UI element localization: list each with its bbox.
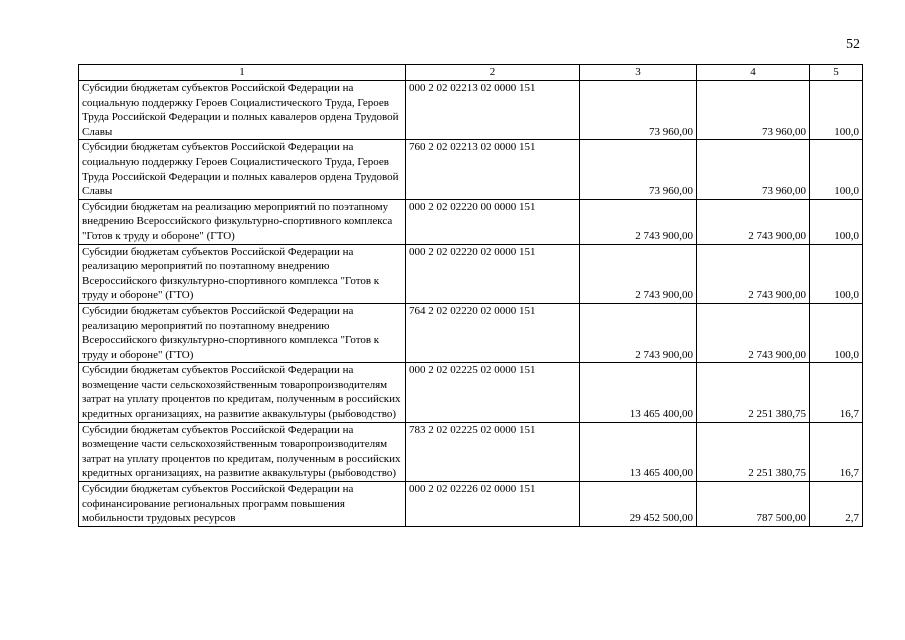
row-plan: 13 465 400,00 (580, 363, 697, 422)
row-actual: 2 743 900,00 (697, 199, 810, 244)
column-header-2: 2 (406, 65, 580, 81)
column-header-4: 4 (697, 65, 810, 81)
table-row (79, 482, 863, 527)
row-plan: 73 960,00 (580, 81, 697, 140)
row-actual: 2 251 380,75 (697, 422, 810, 481)
table-row (79, 363, 863, 422)
table-row (79, 199, 863, 244)
row-code: 000 2 02 02220 00 0000 151 (406, 199, 580, 244)
column-header-5: 5 (810, 65, 863, 81)
row-actual: 73 960,00 (697, 140, 810, 199)
row-name: Субсидии бюджетам субъектов Российской Федерации на софинансирование региональных программ повышения мобильности трудовых ресурсов (79, 482, 406, 527)
row-name: Субсидии бюджетам субъектов Российской Федерации на социальную поддержку Героев Социалистического Труда, Героев Труда Российской Федерации и полных кавалеров ордена Трудовой Славы (79, 140, 406, 199)
header-row (79, 65, 863, 81)
row-actual: 2 251 380,75 (697, 363, 810, 422)
row-percent: 100,0 (810, 140, 863, 199)
column-header-3: 3 (580, 65, 697, 81)
row-code: 000 2 02 02213 02 0000 151 (406, 81, 580, 140)
row-plan: 29 452 500,00 (580, 482, 697, 527)
row-percent: 100,0 (810, 199, 863, 244)
row-percent: 100,0 (810, 303, 863, 362)
table-row (79, 303, 863, 362)
table-row (79, 244, 863, 303)
row-name: Субсидии бюджетам субъектов Российской Федерации на социальную поддержку Героев Социалистического Труда, Героев Труда Российской Федерации и полных кавалеров ордена Трудовой Славы (79, 81, 406, 140)
budget-table (78, 64, 863, 527)
row-plan: 13 465 400,00 (580, 422, 697, 481)
row-name: Субсидии бюджетам субъектов Российской Федерации на реализацию мероприятий по поэтапному внедрению Всероссийского физкультурно-спортивного комплекса "Готов к труду и обороне" (ГТО) (79, 244, 406, 303)
row-actual: 787 500,00 (697, 482, 810, 527)
row-percent: 16,7 (810, 422, 863, 481)
row-plan: 2 743 900,00 (580, 199, 697, 244)
row-plan: 2 743 900,00 (580, 303, 697, 362)
row-code: 783 2 02 02225 02 0000 151 (406, 422, 580, 481)
row-name: Субсидии бюджетам субъектов Российской Федерации на реализацию мероприятий по поэтапному внедрению Всероссийского физкультурно-спортивного комплекса "Готов к труду и обороне" (ГТО) (79, 303, 406, 362)
row-plan: 2 743 900,00 (580, 244, 697, 303)
row-percent: 100,0 (810, 81, 863, 140)
row-percent: 16,7 (810, 363, 863, 422)
table-row (79, 422, 863, 481)
row-code: 000 2 02 02225 02 0000 151 (406, 363, 580, 422)
row-actual: 2 743 900,00 (697, 244, 810, 303)
page-number: 52 (846, 37, 860, 52)
row-plan: 73 960,00 (580, 140, 697, 199)
row-code: 760 2 02 02213 02 0000 151 (406, 140, 580, 199)
row-code: 000 2 02 02220 02 0000 151 (406, 244, 580, 303)
row-name: Субсидии бюджетам субъектов Российской Федерации на возмещение части сельскохозяйственным товаропроизводителям затрат на уплату процентов по кредитам, полученным в российских кредитных организациях, на развитие аквакультуры (рыбоводство) (79, 422, 406, 481)
row-code: 764 2 02 02220 02 0000 151 (406, 303, 580, 362)
row-percent: 100,0 (810, 244, 863, 303)
row-name: Субсидии бюджетам субъектов Российской Федерации на возмещение части сельскохозяйственным товаропроизводителям затрат на уплату процентов по кредитам, полученным в российских кредитных организациях, на развитие аквакультуры (рыбоводство) (79, 363, 406, 422)
table-row (79, 140, 863, 199)
row-actual: 2 743 900,00 (697, 303, 810, 362)
row-actual: 73 960,00 (697, 81, 810, 140)
table-row (79, 81, 863, 140)
row-code: 000 2 02 02226 02 0000 151 (406, 482, 580, 527)
row-name: Субсидии бюджетам на реализацию мероприятий по поэтапному внедрению Всероссийского физкультурно-спортивного комплекса "Готов к труду и обороне" (ГТО) (79, 199, 406, 244)
column-header-1: 1 (79, 65, 406, 81)
row-percent: 2,7 (810, 482, 863, 527)
